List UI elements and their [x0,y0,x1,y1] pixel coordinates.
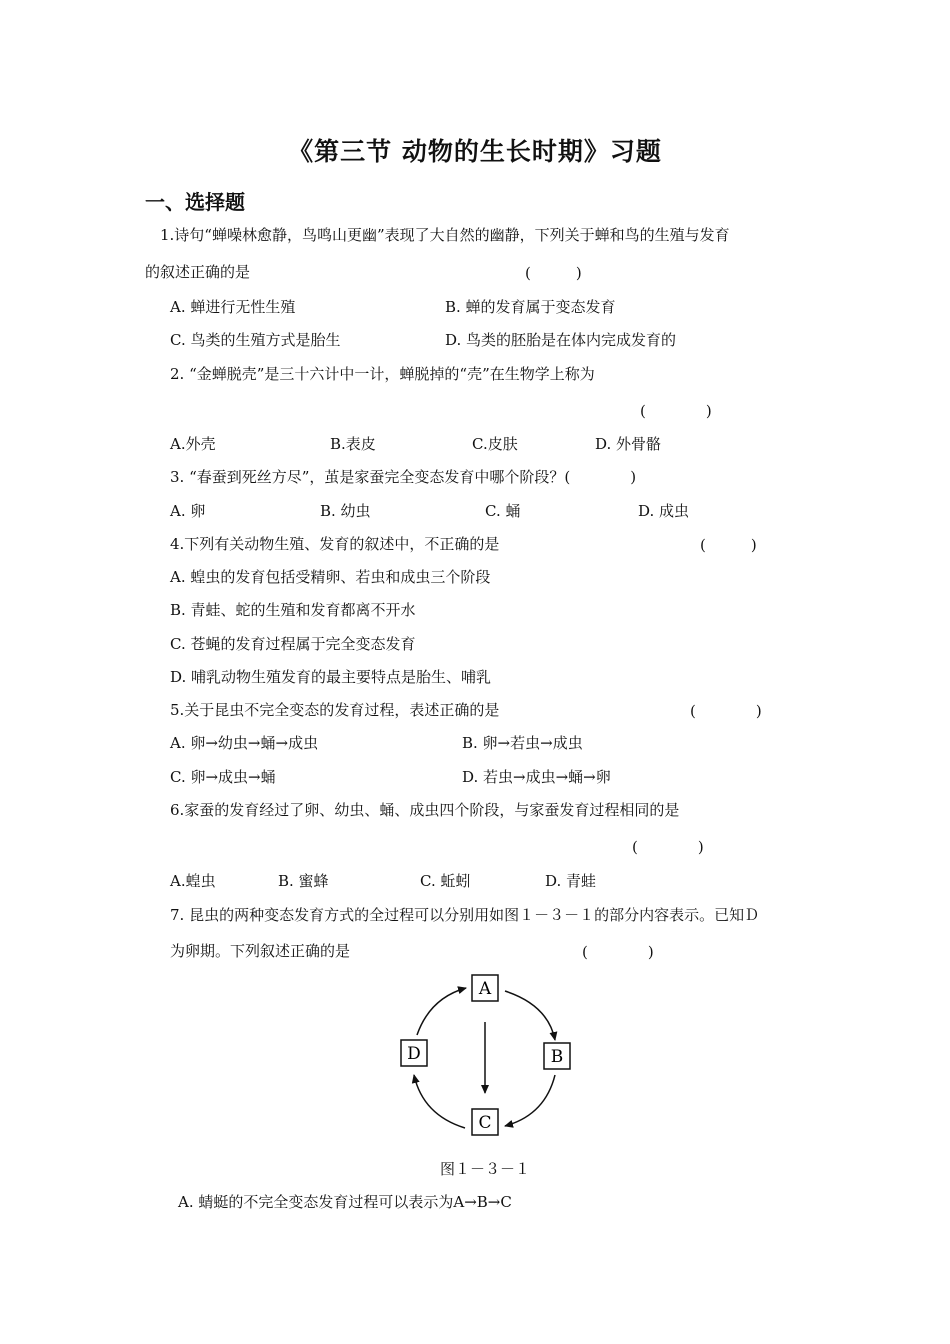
q4-answer-paren: ( ) [700,536,757,554]
node-a-label: A [478,979,492,999]
q1-option-b: B. 蝉的发育属于变态发育 [445,298,616,316]
q1-option-c: C. 鸟类的生殖方式是胎生 [170,331,341,349]
q6-stem: 6.家蚕的发育经过了卵、幼虫、蛹、成虫四个阶段，与家蚕发育过程相同的是 [170,801,680,819]
q3-stem: 3. “春蚕到死丝方尽”，茧是家蚕完全变态发育中哪个阶段？( ) [170,468,637,486]
arrow-c-to-d [414,1075,465,1128]
q7-stem-line1: 7. 昆虫的两种变态发育方式的全过程可以分别用如图１－３－１的部分内容表示。已知Ｄ [170,906,760,924]
node-d-box [401,1040,427,1066]
figure-caption: 图１－３－１ [439,1160,530,1178]
q4-option-a: A. 蝗虫的发育包括受精卵、若虫和成虫三个阶段 [170,568,491,586]
q2-answer-paren: ( ) [640,402,712,420]
q1-stem-line1: 1.诗句“蝉噪林愈静，鸟鸣山更幽”表现了大自然的幽静，下列关于蝉和鸟的生殖与发育 [160,226,730,244]
q6-option-a: A.蝗虫 [170,872,216,890]
q2-option-a: A.外壳 [170,435,216,453]
q3-option-b: B. 幼虫 [320,502,371,520]
q6-option-d: D. 青蛙 [545,872,597,890]
node-d-label: D [407,1044,421,1064]
q4-option-c: C. 苍蝇的发育过程属于完全变态发育 [170,635,416,653]
q5-option-a: A. 卵→幼虫→蛹→成虫 [170,734,319,752]
q2-stem: 2. “金蝉脱壳”是三十六计中一计，蝉脱掉的“壳”在生物学上称为 [170,365,595,383]
node-c-label: C [478,1113,492,1133]
node-c-box [472,1109,498,1135]
q5-option-b: B. 卵→若虫→成虫 [462,734,583,752]
q5-answer-paren: ( ) [690,702,762,720]
arrow-d-to-a [417,988,466,1035]
q7-answer-paren: ( ) [582,943,654,961]
node-a-box [472,975,498,1001]
node-b-box [544,1043,570,1069]
q4-option-b: B. 青蛙、蛇的生殖和发育都离不开水 [170,601,416,619]
q6-option-b: B. 蜜蜂 [278,872,329,890]
page-title: 《第三节 动物的生长时期》习题 [288,137,662,166]
arrow-b-to-c [505,1075,555,1126]
q7-stem-line2: 为卵期。下列叙述正确的是 [170,942,351,960]
q2-option-d: D. 外骨骼 [595,435,662,453]
q6-option-c: C. 蚯蚓 [420,872,471,890]
q5-option-d: D. 若虫→成虫→蛹→卵 [462,768,611,786]
q5-option-c: C. 卵→成虫→蛹 [170,768,276,786]
q3-option-d: D. 成虫 [638,502,690,520]
q2-option-b: B.表皮 [330,435,376,453]
q3-option-a: A. 卵 [170,502,206,520]
q1-stem-line2: 的叙述正确的是 [145,263,251,281]
q4-option-d: D. 哺乳动物生殖发育的最主要特点是胎生、哺乳 [170,668,492,686]
section-heading: 一、选择题 [145,190,245,214]
q7-option-a: A. 蜻蜓的不完全变态发育过程可以表示为A→B→C [178,1193,512,1211]
q5-stem: 5.关于昆虫不完全变态的发育过程，表述正确的是 [170,701,500,719]
q1-option-d: D. 鸟类的胚胎是在体内完成发育的 [445,331,677,349]
arrow-a-to-b [505,991,555,1040]
q2-option-c: C.皮肤 [472,435,518,453]
q1-option-a: A. 蝉进行无性生殖 [170,298,296,316]
q4-stem: 4.下列有关动物生殖、发育的叙述中，不正确的是 [170,535,500,553]
q6-answer-paren: ( ) [632,838,704,856]
node-b-label: B [550,1047,564,1067]
q1-answer-paren: ( ) [525,264,582,282]
q3-option-c: C. 蛹 [485,502,521,520]
